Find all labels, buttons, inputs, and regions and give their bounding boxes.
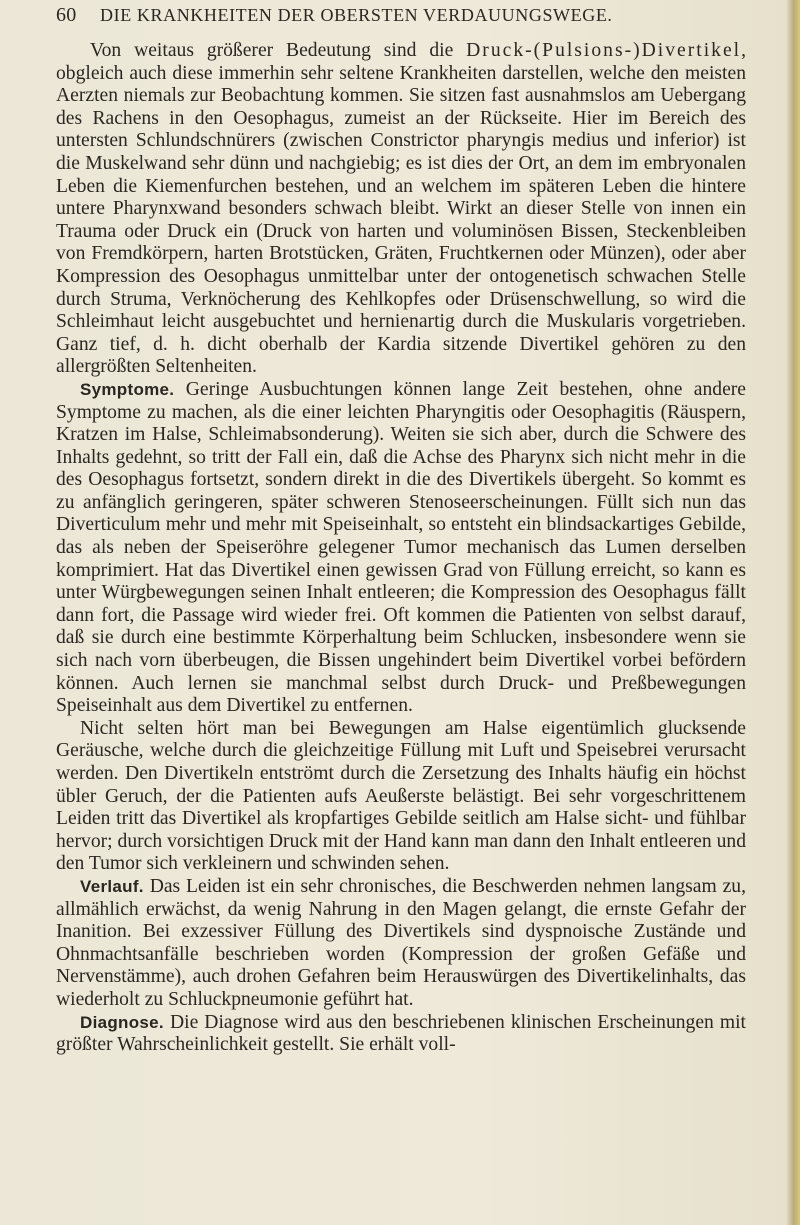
page-number: 60 <box>56 4 77 26</box>
paragraph-text: Das Leiden ist ein sehr chronisches, die Beschwerden nehmen langsam zu, allmählich erwächst, da wenig Nahrung in den Magen gelangt, die ernste Gefahr der Inanition. Bei exzessiver Füllung des Divertikels sind dyspnoische Zustände und Ohnmachtsanfälle beschrieben worden (Kompression der großen Gefäße und Nervenstämme), auch drohen Gefahren beim Herauswürgen des Divertikelinhalts, das wiederholt zu Schluckpneumonie geführt hat. <box>56 875 746 1010</box>
term-pulsionsdivertikel: Druck-(Pulsions-)Divertikel <box>466 40 742 61</box>
page-header <box>56 4 746 30</box>
paragraph-diagnose <box>56 1012 746 1057</box>
page-edge <box>786 0 800 1225</box>
paragraph-text: Von weitaus größerer Bedeutung sind die <box>90 40 467 61</box>
section-heading-diagnose: Diagnose. <box>80 1012 164 1032</box>
paragraph-text: , obgleich auch diese immerhin sehr seltene Krankheiten darstellen, welche den meisten Aerzten niemals zur Beobachtung kommen. Sie sitzen fast ausnahmslos am Uebergang des Rachens in den Oesophagus, zumeist an der Rückseite. Hier im Bereich des untersten Schlundschnürers (zwischen Constrictor pharyngis medius und inferior) ist die Muskelwand sehr dünn und nachgiebig; es ist dies der Ort, an dem im embryonalen Leben die Kiemenfurchen bestehen, und an welchem im späteren Leben die hintere untere Pharynxwand besonders schwach bleibt. Wirkt an dieser Stelle von innen ein Trauma oder Druck ein (Druck von harten und voluminösen Bissen, Steckenbleiben von Fremdkörpern, harten Brotstücken, Gräten, Fruchtkernen oder Münzen), oder aber Kompression des Oesophagus unmittelbar unter der ontogenetisch schwachen Stelle durch Struma, Verknöcherung des Kehlkopfes oder Drüsenschwellung, so wird die Schleimhaut leicht ausgebuchtet und hernienartig durch die Muskularis vorgetrieben. Ganz tief, d. h. dicht oberhalb der Kardia sitzende Divertikel gehören zu den allergrößten Seltenheiten. <box>56 40 746 378</box>
section-heading-symptome: Symptome. <box>80 379 175 399</box>
paragraph-pulsionsdivertikel <box>56 40 746 379</box>
paragraph-text: Geringe Ausbuchtungen können lange Zeit bestehen, ohne andere Symptome zu machen, als die einer leichten Pharyngitis oder Oesophagitis (Räuspern, Kratzen im Halse, Schleimabsonderung). Weiten sie sich aber, durch die Schwere des Inhalts gedehnt, so tritt der Fall ein, daß die Achse des Pharynx sich nicht mehr in die des Oesophagus fortsetzt, sondern direkt in die des Divertikels übergeht. So kommt es zu anfänglich geringeren, später schweren Stenoseerscheinungen. Füllt sich nun das Diverticulum mehr und mehr mit Speiseinhalt, so entsteht ein blindsackartiges Gebilde, das als neben der Speiseröhre gelegener Tumor mechanisch das Lumen derselben komprimiert. Hat das Divertikel einen gewissen Grad von Füllung erreicht, so kann es unter Würgbewegungen seinen Inhalt entleeren; die Kompression des Oesophagus fällt dann fort, die Passage wird wieder frei. Oft kommen die Patienten von selbst darauf, daß sie durch eine bestimmte Körperhaltung beim Schlucken, insbesondere wenn sie sich nach vorn überbeugen, die Bissen ungehindert beim Divertikel vorbei befördern können. Auch lernen sie manchmal selbst durch Druck- und Preßbewegungen Speiseinhalt aus dem Divertikel zu entfernen. <box>56 378 746 717</box>
paragraph-geraeusche <box>56 718 746 876</box>
paragraph-text: Nicht selten hört man bei Bewegungen am Halse eigentümlich glucksende Geräusche, welche durch die gleichzeitige Füllung mit Luft und Speisebrei verursacht werden. Den Divertikeln entströmt durch die Zersetzung des Inhalts häufig ein höchst übler Geruch, der die Patienten aufs Aeußerste belästigt. Bei sehr vorgeschrittenem Leiden tritt das Divertikel als kropfartiges Gebilde seitlich am Halse sicht- und fühlbar hervor; durch vorsichtigen Druck mit der Hand kann man dann den Inhalt entleeren und den Tumor sich verkleinern und schwinden sehen. <box>56 717 746 875</box>
paragraph-symptome <box>56 379 746 718</box>
paragraph-verlauf <box>56 876 746 1012</box>
running-title: DIE KRANKHEITEN DER OBERSTEN VERDAUUNGSWEGE. <box>100 5 613 25</box>
section-heading-verlauf: Verlauf. <box>80 876 144 896</box>
paragraph-text: Die Diagnose wird aus den beschriebenen klinischen Erscheinungen mit größter Wahrscheinlichkeit gestellt. Sie erhält voll- <box>56 1011 746 1056</box>
body-text <box>56 40 746 1057</box>
